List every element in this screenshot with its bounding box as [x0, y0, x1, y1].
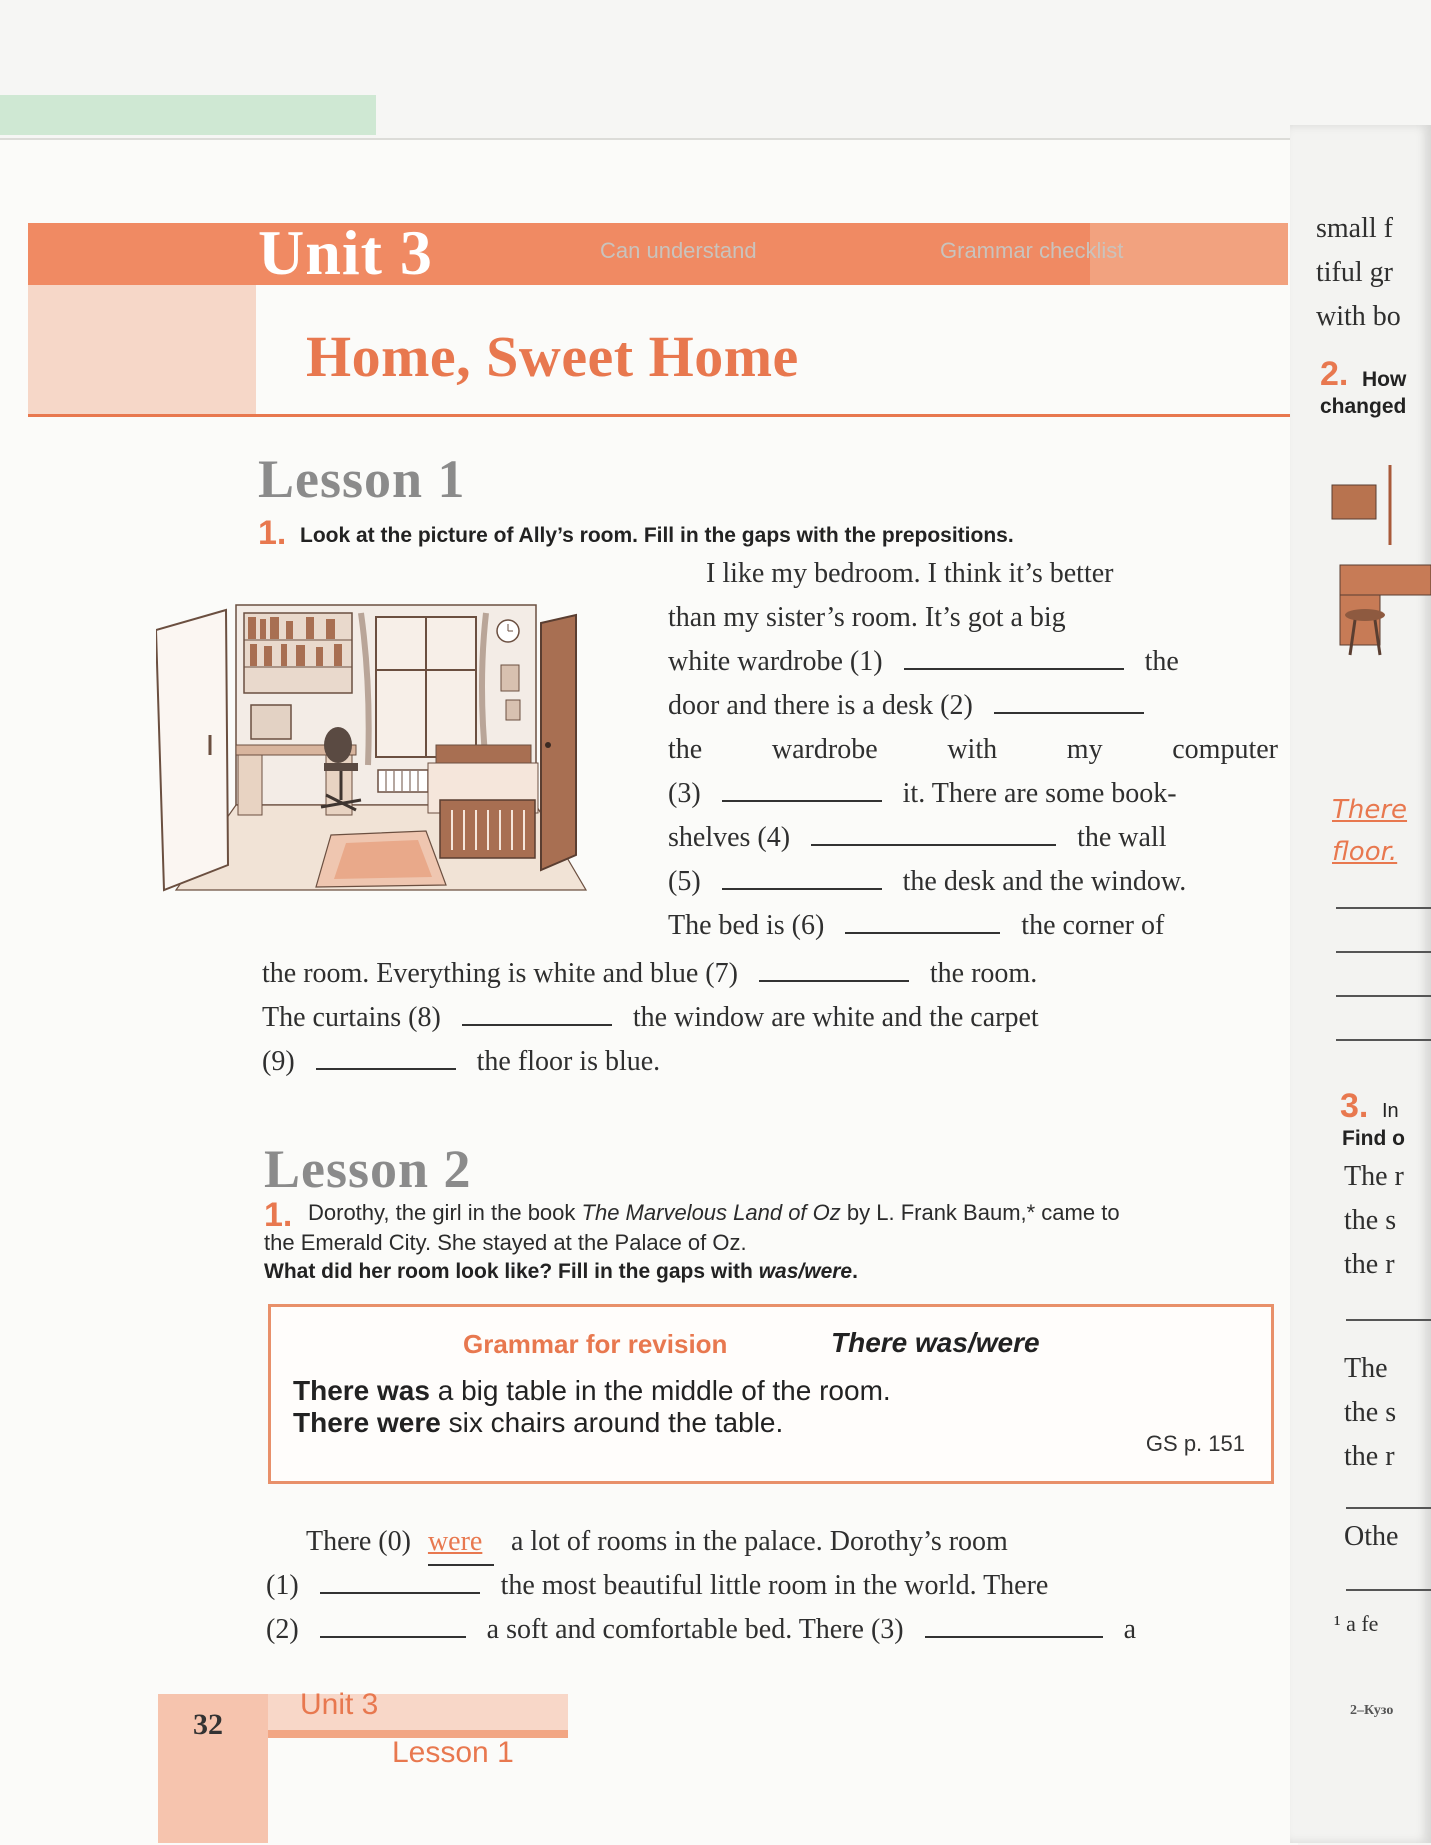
text-line [668, 860, 1278, 904]
text-fragment: the corner of [1021, 910, 1165, 941]
grammar-topic-text: There [831, 1327, 916, 1358]
grammar-example-2 [293, 1407, 783, 1439]
text-fragment: the window are white and the carpet [632, 1002, 1039, 1033]
answer-gap-7[interactable] [759, 954, 909, 982]
text-line: I like my bedroom. I think it’s better [706, 558, 1114, 589]
instruction-text: What did her room look like? Fill in the gaps with [264, 1260, 759, 1283]
facing-paragraph [1344, 1155, 1404, 1287]
task-number: 1. [258, 514, 287, 552]
instruction-emphasis: was/were [758, 1260, 853, 1283]
facing-paragraph [1344, 1347, 1396, 1479]
intro-text: by L. Frank Baum,* came to [840, 1200, 1120, 1225]
book-title: The Marvelous Land of Oz [581, 1200, 841, 1225]
text-fragment: the desk and the window. [902, 866, 1187, 897]
facing-instruction: Find o [1342, 1127, 1405, 1150]
page-number: 32 [193, 1708, 223, 1741]
text-fragment: (5) [668, 866, 701, 897]
answer-gap-4[interactable] [811, 818, 1056, 846]
intro-text: Dorothy, the girl in the book [308, 1200, 582, 1225]
text-line: the wardrobe with my computer [668, 734, 1278, 765]
text-fragment: The curtains (8) [262, 1002, 441, 1033]
text-fragment: a [1123, 1614, 1137, 1645]
text-fragment: the room. Everything is white and blue (7) [262, 958, 738, 989]
text-line [668, 904, 1278, 948]
text-fragment: it. There are some book- [902, 778, 1177, 809]
facing-line: small f [1316, 213, 1393, 244]
answer-line[interactable] [1336, 1039, 1431, 1041]
facing-page [1290, 125, 1431, 1843]
grammar-label: Grammar for revision [463, 1329, 728, 1359]
handwritten-answer: There [1332, 795, 1408, 825]
text-fragment: the room. [929, 958, 1038, 989]
printer-signature: 2–Кузо [1350, 1703, 1394, 1718]
answer-line[interactable] [1346, 1589, 1431, 1591]
lesson-1-heading: Lesson 1 [258, 449, 466, 509]
header-divider [28, 414, 1292, 417]
grammar-example-1 [293, 1375, 891, 1407]
answer-gap-2[interactable] [320, 1610, 466, 1638]
task-number: 2. [1320, 355, 1349, 393]
answer-gap-3[interactable] [722, 774, 882, 802]
text-line [266, 1564, 1282, 1608]
chapter-title: Home, Sweet Home [306, 324, 799, 389]
grammar-reference: GS p. 151 [1145, 1431, 1245, 1456]
answer-gap-8[interactable] [462, 998, 612, 1026]
ghost-show-through-text: Can understand [600, 238, 757, 263]
facing-line: the s [1344, 1397, 1397, 1428]
grammar-example-bold: There were [293, 1407, 441, 1438]
answer-line[interactable] [1336, 995, 1431, 997]
footer-lesson: Lesson 1 [392, 1736, 514, 1769]
facing-illustration [1330, 465, 1431, 665]
facing-line: tiful gr [1316, 257, 1393, 288]
grammar-topic [831, 1327, 1040, 1359]
unit-title: Unit 3 [258, 217, 433, 288]
facing-instruction: changed [1320, 395, 1407, 418]
facing-line: with bo [1316, 301, 1401, 332]
text-line [262, 952, 1278, 996]
text-line: than my sister’s room. It’s got a big [668, 602, 1066, 633]
facing-footnote: ¹ a fe [1334, 1611, 1379, 1636]
task-intro [308, 1200, 1120, 1226]
answer-gap-5[interactable] [722, 862, 882, 890]
answer-gap-3[interactable] [925, 1610, 1103, 1638]
answer-gap-1[interactable] [904, 642, 1124, 670]
task-intro-line2: the Emerald City. She stayed at the Palace of Oz. [264, 1230, 747, 1255]
task-number: 3. [1340, 1087, 1369, 1125]
task-number: 1. [264, 1196, 293, 1234]
text-fragment: a lot of rooms in the palace. Dorothy’s room [510, 1526, 1008, 1557]
text-fragment: (1) [266, 1570, 299, 1601]
desk-lamp-picture [1330, 465, 1431, 665]
answer-gap-6[interactable] [845, 906, 1000, 934]
text-line [668, 816, 1278, 860]
text-fragment: (3) [668, 778, 701, 809]
bedroom-picture [156, 595, 626, 895]
text-fragment: (9) [262, 1046, 295, 1077]
room-illustration [156, 595, 626, 895]
text-line [262, 996, 1278, 1040]
header-color-block [28, 285, 256, 415]
text-line [262, 1040, 1278, 1084]
text-line [668, 684, 1278, 728]
answer-line[interactable] [1336, 951, 1431, 953]
instruction-text: . [852, 1260, 858, 1283]
text-fragment: The bed is (6) [668, 910, 825, 941]
text-line [668, 772, 1278, 816]
text-fragment: a soft and comfortable bed. There (3) [486, 1614, 904, 1645]
text-fragment: the [1144, 646, 1179, 677]
grammar-topic-text: was/were [915, 1327, 1040, 1358]
handwritten-answer: floor. [1332, 837, 1398, 867]
text-fragment: door and there is a desk (2) [668, 690, 973, 721]
facing-instruction: In [1382, 1100, 1399, 1122]
facing-text [1316, 207, 1401, 339]
grammar-example-text: a big table in the middle of the room. [429, 1375, 891, 1406]
task-instruction [264, 1260, 858, 1284]
text-fragment: the wall [1077, 822, 1167, 853]
answer-line[interactable] [1346, 1507, 1431, 1509]
facing-line: The [1344, 1353, 1388, 1384]
grammar-example-bold: There was [293, 1375, 430, 1406]
answer-example: were [428, 1520, 494, 1566]
text-fragment: white wardrobe (1) [668, 646, 883, 677]
facing-instruction: How [1362, 368, 1407, 391]
text-line [306, 1520, 1282, 1566]
answer-gap-1[interactable] [320, 1566, 480, 1594]
footer-unit: Unit 3 [300, 1688, 379, 1721]
grammar-box [268, 1304, 1274, 1484]
text-fragment: (2) [266, 1614, 299, 1645]
ghost-show-through-text: Grammar checklist [940, 238, 1124, 263]
grammar-example-text: six chairs around the table. [440, 1407, 784, 1438]
answer-gap-2[interactable] [994, 686, 1144, 714]
task-instruction: Look at the picture of Ally’s room. Fill in the gaps with the prepositions. [300, 524, 1014, 547]
text-line [266, 1608, 1282, 1652]
text-line [668, 640, 1278, 684]
answer-gap-9[interactable] [316, 1042, 456, 1070]
text-fragment: There (0) [306, 1526, 411, 1557]
facing-line: the s [1344, 1205, 1397, 1236]
facing-line: The r [1344, 1161, 1404, 1192]
lesson-2-heading: Lesson 2 [264, 1139, 472, 1199]
facing-line: the r [1344, 1249, 1395, 1280]
text-fragment: shelves (4) [668, 822, 791, 853]
facing-line: Othe [1344, 1521, 1399, 1552]
text-fragment: the floor is blue. [476, 1046, 661, 1077]
text-fragment: the most beautiful little room in the world. There [500, 1570, 1049, 1601]
facing-line: the r [1344, 1441, 1395, 1472]
answer-line[interactable] [1346, 1319, 1431, 1321]
scan-edge-strip [0, 95, 376, 135]
answer-line[interactable] [1336, 907, 1431, 909]
